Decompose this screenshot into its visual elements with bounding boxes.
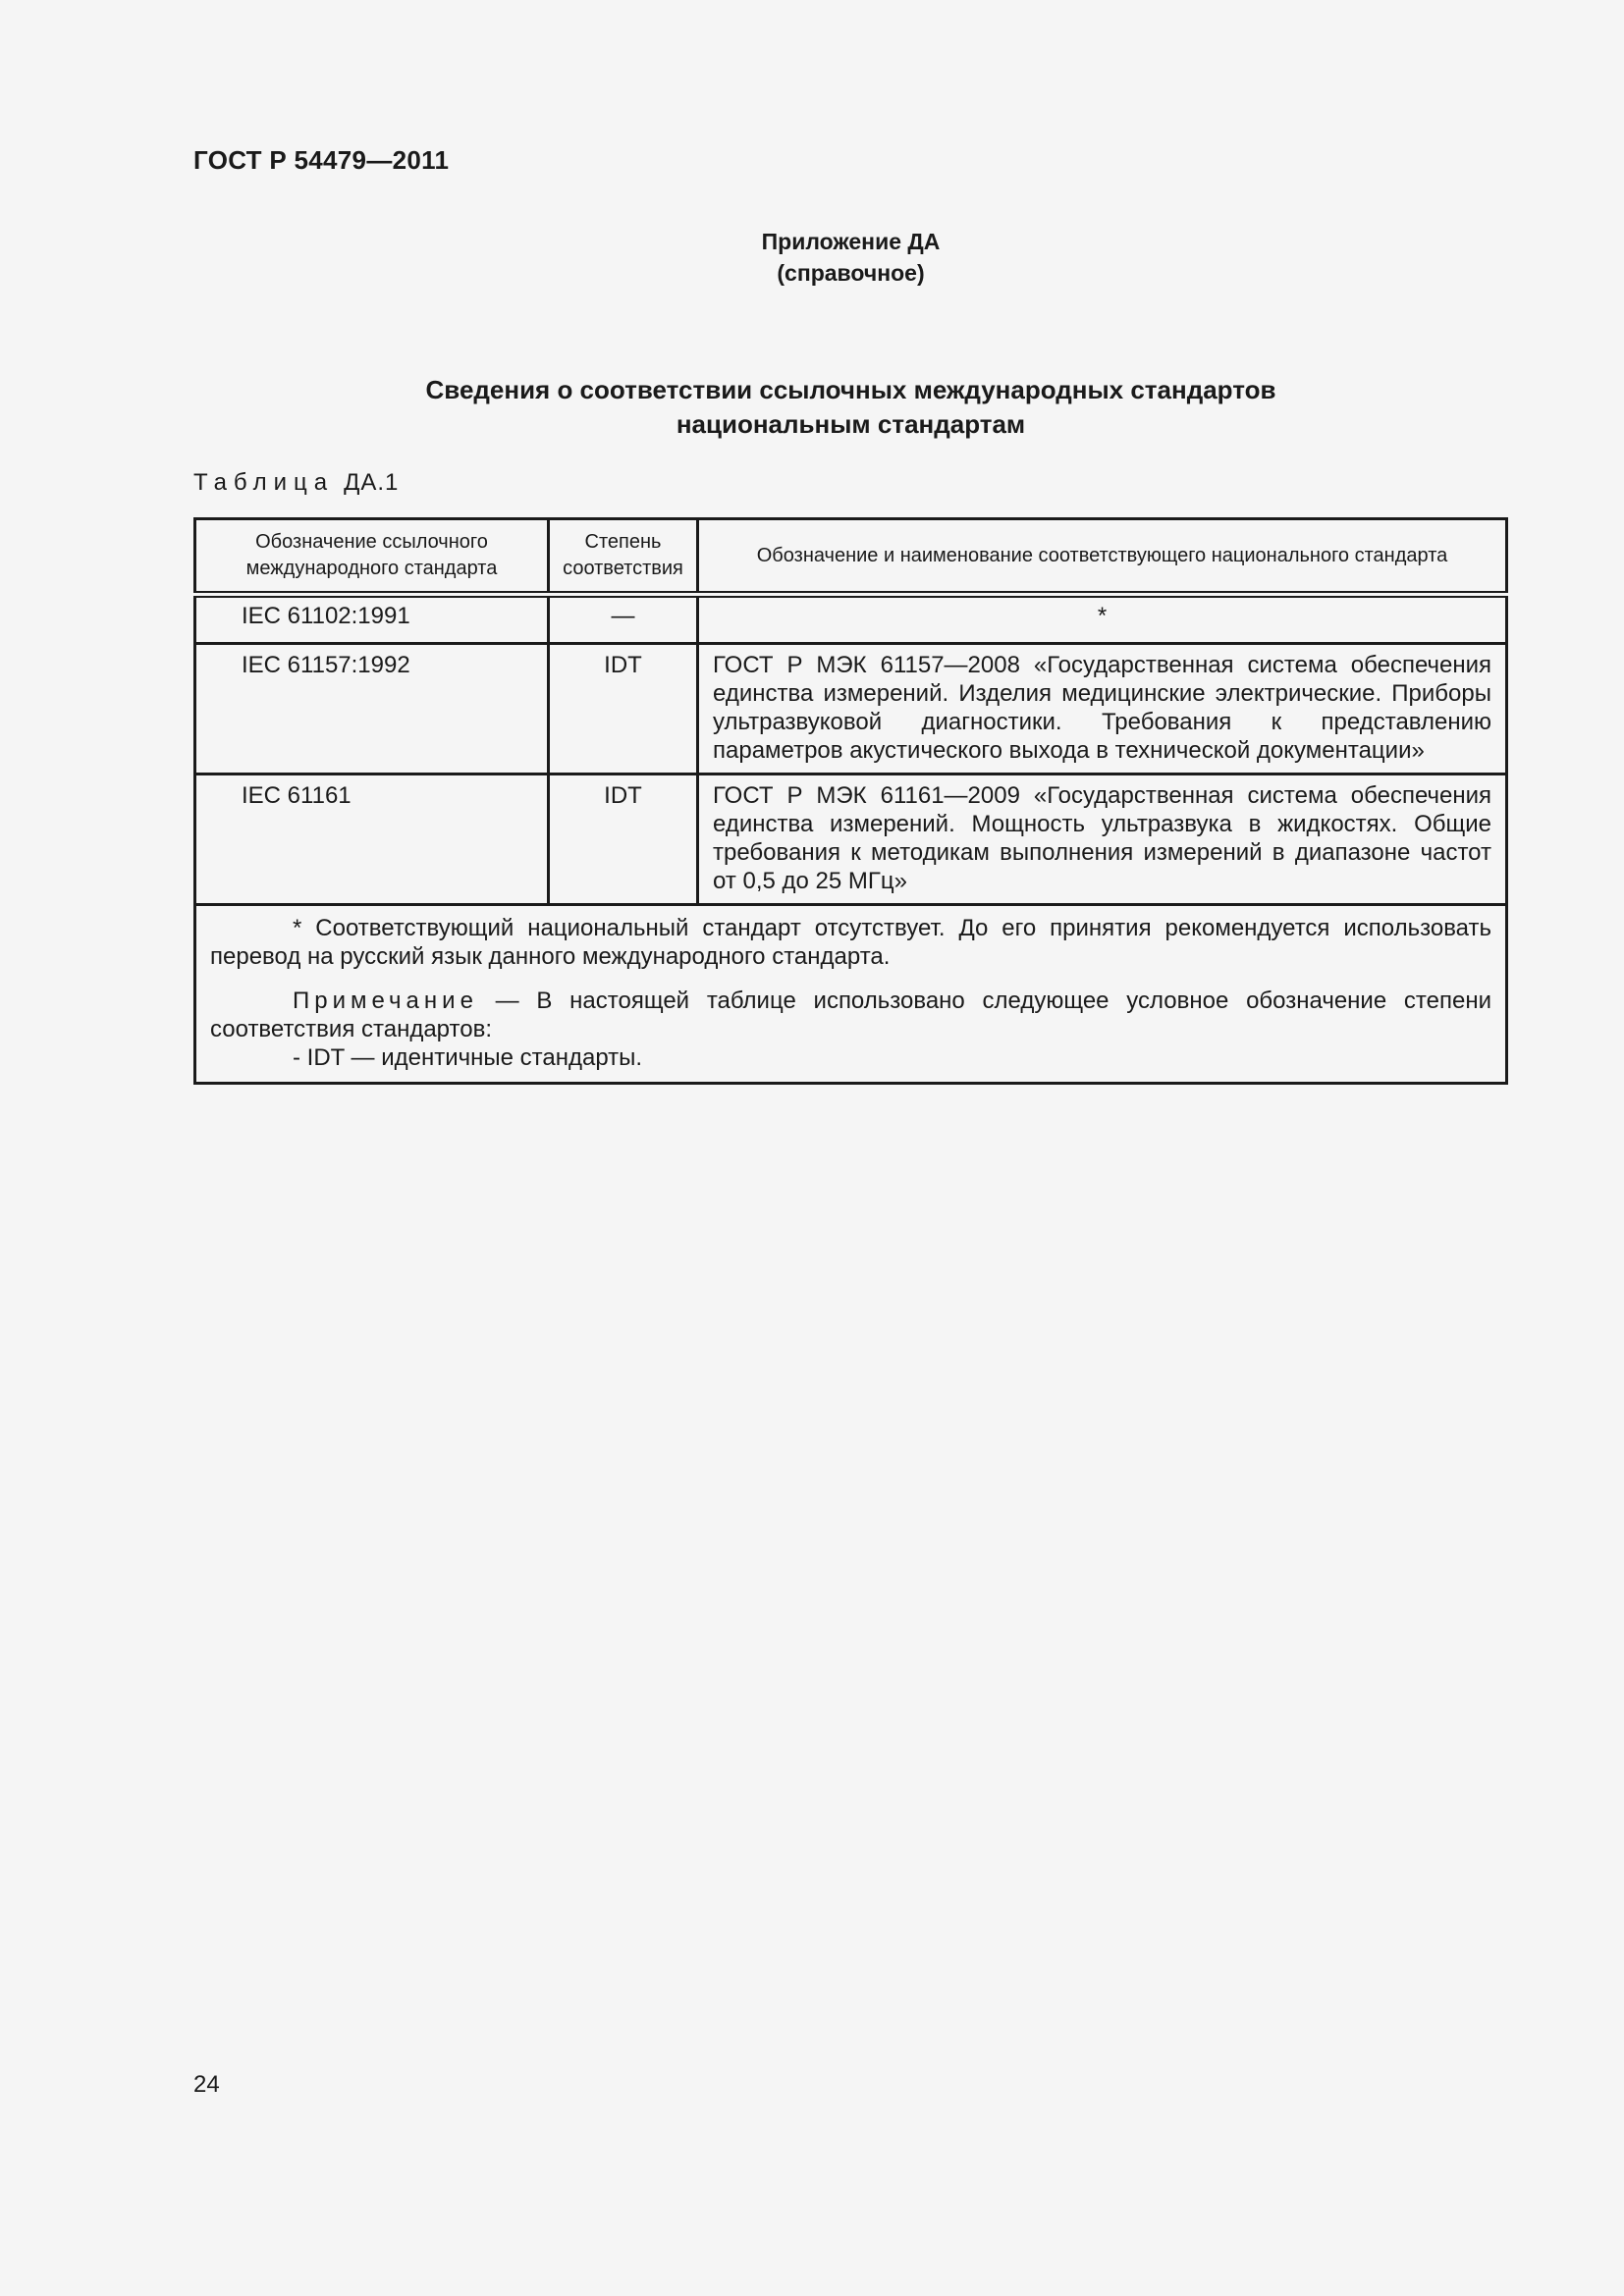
cell-national-standard: *	[698, 595, 1507, 644]
appendix-label: Приложение ДА	[761, 229, 941, 254]
correspondence-table	[193, 517, 1508, 1085]
document-code: ГОСТ Р 54479—2011	[193, 145, 450, 175]
table-caption	[193, 469, 399, 497]
page-number: 24	[193, 2071, 220, 2098]
cell-national-standard: ГОСТ Р МЭК 61157—2008 «Государственная система обеспечения единства измерений. Изделия медицинские электрические. Приборы ультразвуковой диагностики. Требования к представлению параметров акустического выхода в технической документации»	[698, 644, 1507, 774]
note-text: — В настоящей таблице использовано следующее условное обозначение степени соответствия стандартов:	[210, 988, 1491, 1042]
cell-intl-standard: IEC 61157:1992	[195, 644, 549, 774]
table-note	[210, 987, 1491, 1043]
cell-intl-standard: IEC 61102:1991	[195, 595, 549, 644]
appendix-kind: (справочное)	[777, 260, 925, 286]
cell-degree: IDT	[549, 644, 698, 774]
cell-intl-standard: IEC 61161	[195, 774, 549, 905]
appendix-title	[193, 373, 1508, 442]
cell-degree: —	[549, 595, 698, 644]
note-item: - IDT — идентичные стандарты.	[293, 1044, 643, 1071]
table-caption-word: Таблица	[193, 469, 335, 496]
header-intl-standard: Обозначение ссылочного международного стандарта	[195, 519, 549, 595]
table-footnote: * Соответствующий национальный стандарт отсутствует. До его принятия рекомендуется использовать перевод на русский язык данного международного стандарта.	[210, 915, 1491, 970]
cell-national-standard: ГОСТ Р МЭК 61161—2009 «Государственная система обеспечения единства измерений. Мощность ультразвука в жидкостях. Общие требования к методикам выполнения измерений в диапазоне частот от 0,5 до 25 МГц»	[698, 774, 1507, 905]
table-row	[195, 595, 1507, 644]
appendix-heading	[193, 226, 1508, 289]
table-row	[195, 644, 1507, 774]
table-footnote-cell	[195, 905, 1507, 1084]
table-caption-number: ДА.1	[344, 469, 400, 496]
header-degree: Степень соответствия	[549, 519, 698, 595]
note-word: Примечание	[293, 988, 478, 1014]
cell-degree: IDT	[549, 774, 698, 905]
table-header-row	[195, 519, 1507, 595]
header-national-standard: Обозначение и наименование соответствующего национального стандарта	[698, 519, 1507, 595]
table-footnote-row	[195, 905, 1507, 1084]
appendix-title-line-2: национальным стандартам	[676, 409, 1026, 439]
table-row	[195, 774, 1507, 905]
appendix-title-line-1: Сведения о соответствии ссылочных международных стандартов	[425, 375, 1276, 404]
